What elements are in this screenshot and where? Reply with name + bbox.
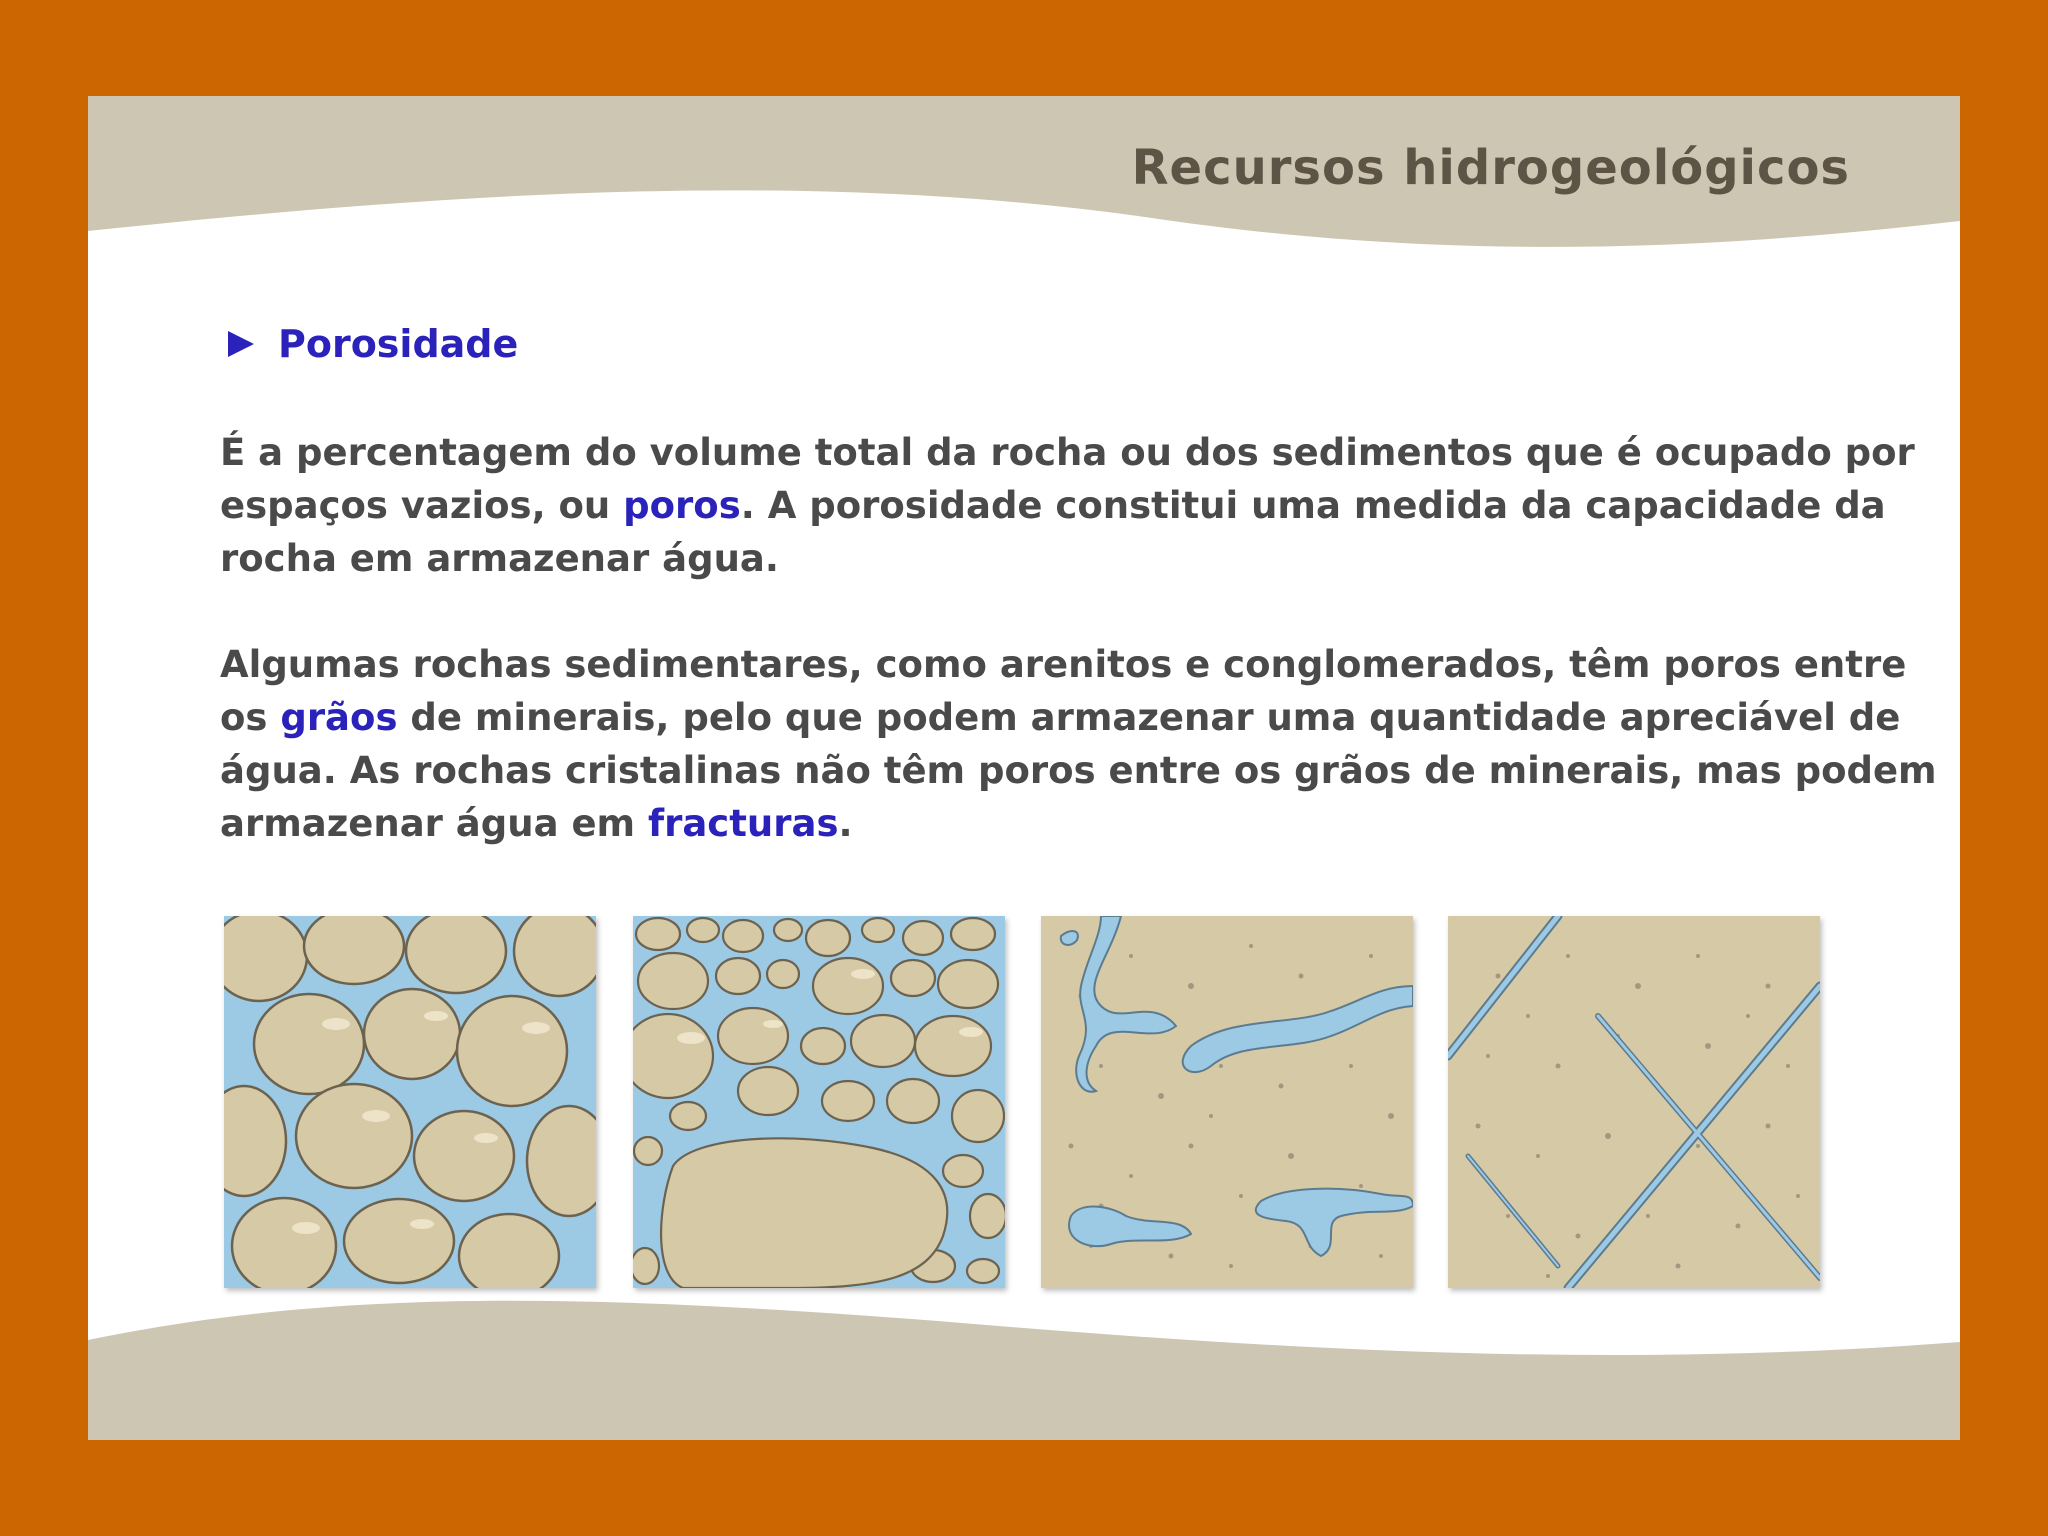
graos-link[interactable]: grãos bbox=[280, 696, 398, 739]
paragraph-rock-types bbox=[220, 638, 1940, 850]
paragraph-2-text-a: Algumas rochas sedimentares, como arenitos e conglomerados, têm poros entre os bbox=[220, 643, 1907, 739]
fractured-rock-illustration bbox=[1448, 916, 1820, 1288]
section-heading bbox=[226, 322, 518, 366]
paragraph-2-text-c: . bbox=[838, 802, 853, 845]
triangle-right-icon bbox=[226, 329, 256, 359]
paragraph-porosity-definition bbox=[220, 426, 1940, 585]
slide-title: Recursos hidrogeológicos bbox=[1131, 140, 1850, 196]
paragraph-2-text-b: de minerais, pelo que podem armazenar uma quantidade apreciável de água. As rochas cristalinas não têm poros entre os grãos de minerais, mas podem armazenar água em bbox=[220, 696, 1937, 845]
paragraph-1-text-b: . A porosidade constitui uma medida da capacidade da rocha em armazenar água. bbox=[220, 484, 1886, 580]
footer-wave-band bbox=[88, 1276, 1960, 1440]
slide bbox=[88, 96, 1960, 1440]
section-heading-label: Porosidade bbox=[278, 322, 519, 366]
poros-link[interactable]: poros bbox=[623, 484, 741, 527]
dissolution-voids-illustration bbox=[1041, 916, 1413, 1288]
paragraph-1-text-a: É a percentagem do volume total da rocha ou dos sedimentos que é ocupado por espaços vazios, ou bbox=[220, 431, 1915, 527]
fracturas-link[interactable]: fracturas bbox=[647, 802, 839, 845]
well-sorted-grains-illustration bbox=[224, 916, 596, 1288]
poorly-sorted-grains-illustration bbox=[633, 916, 1005, 1288]
